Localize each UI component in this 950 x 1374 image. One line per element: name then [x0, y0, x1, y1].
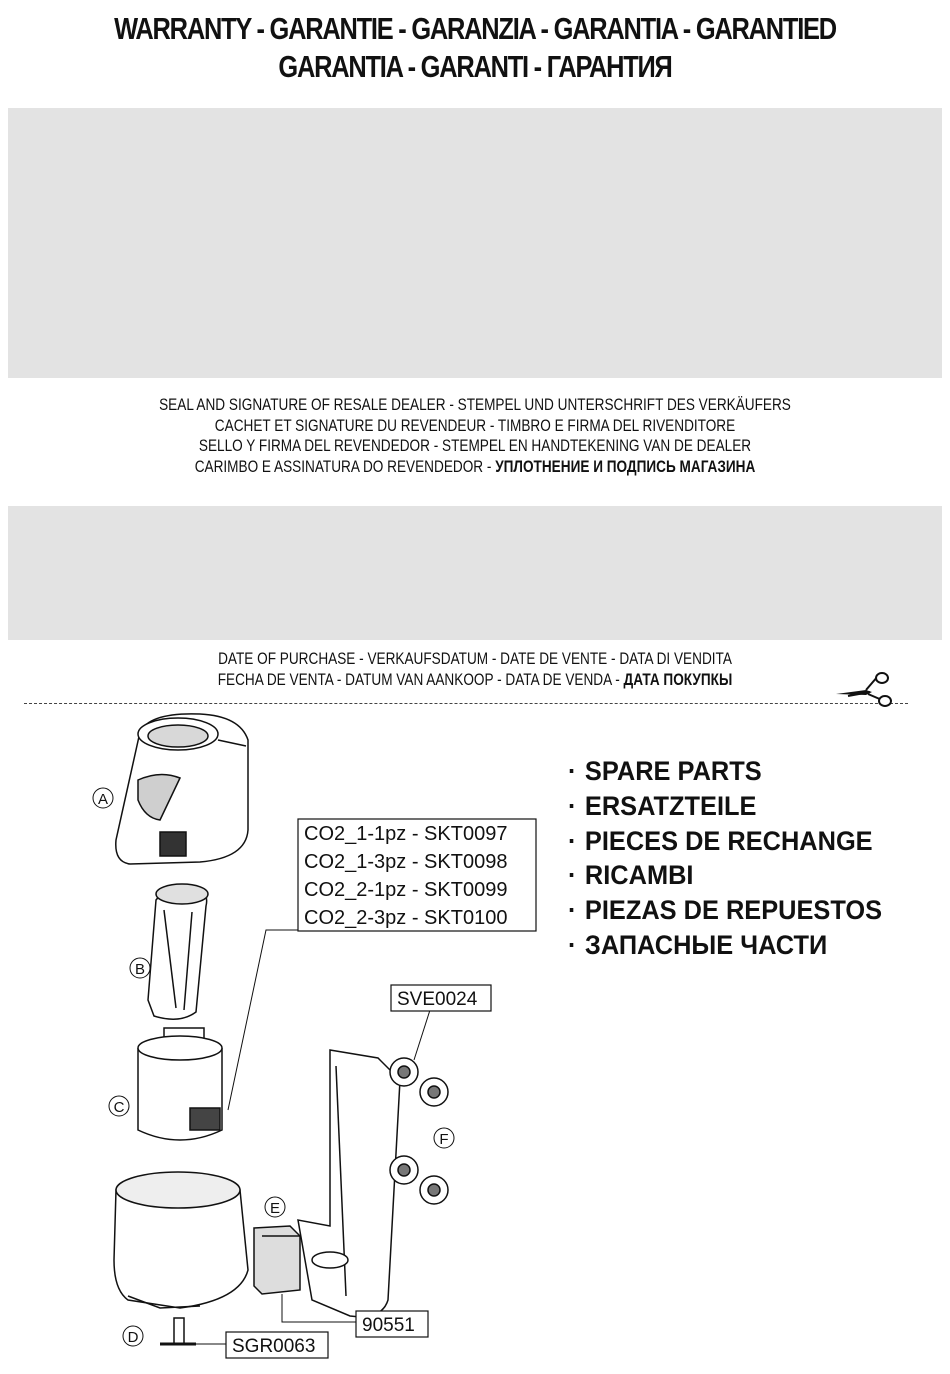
- spare-parts-item-label: PIECES DE RECHANGE: [584, 825, 873, 856]
- bullet: ·: [568, 790, 577, 821]
- code-line: CO2_2-3pz - SKT0100: [304, 907, 508, 929]
- title-line-1: WARRANTY - GARANTIE - GARANZIA - GARANTIA - GARANTIED: [114, 11, 836, 46]
- spare-parts-item-label: SPARE PARTS: [584, 756, 762, 786]
- code-line: CO2_2-1pz - SKT0099: [304, 879, 508, 901]
- seal-caption-line-2: CACHET ET SIGNATURE DU REVENDEUR - TIMBRO E FIRMA DEL RIVENDITORE: [214, 415, 736, 435]
- part-e-block: [254, 1226, 300, 1294]
- code-sve: SVE0024: [397, 989, 478, 1010]
- warranty-title: [0, 10, 950, 86]
- code-sgr: SGR0063: [232, 1336, 316, 1357]
- seal-signature-box[interactable]: [8, 108, 942, 378]
- seal-caption: [0, 395, 950, 477]
- spare-parts-item-label: ЗАПАСНЫЕ ЧАСТИ: [584, 929, 828, 960]
- seal-caption-line-4: [95, 457, 855, 478]
- date-caption: [0, 649, 950, 690]
- code-sgr-box: [226, 1332, 328, 1358]
- code-line: CO2_1-1pz - SKT0097: [304, 823, 508, 845]
- date-caption-line-2-text: FECHA DE VENTA - DATUM VAN AANKOOP - DATA DE VENDA -: [217, 669, 624, 689]
- seal-caption-line-4-russian: УПЛОТНЕНИЕ И ПОДПИСЬ МАГАЗИНА: [495, 456, 756, 476]
- code-90551: 90551: [362, 1315, 415, 1336]
- title-line-2: [86, 48, 865, 86]
- bracket: [298, 1050, 400, 1317]
- cut-line: [24, 703, 908, 704]
- bullet: ·: [568, 825, 577, 856]
- date-caption-line-2: [95, 670, 855, 691]
- part-label-f: F: [439, 1131, 449, 1148]
- seal-caption-line-1: SEAL AND SIGNATURE OF RESALE DEALER - STEMPEL UND UNTERSCHRIFT DES VERKÄUFERS: [159, 395, 791, 414]
- scissors-icon: [836, 670, 892, 710]
- seal-caption-line-4-text: CARIMBO E ASSINATURA DO REVENDEDOR -: [194, 456, 496, 476]
- seal-caption-line-3: SELLO Y FIRMA DEL REVENDEDOR - STEMPEL EN HANDTEKENING VAN DE DEALER: [198, 436, 752, 455]
- title-line-2-text: GARANTIA - GARANTI -: [278, 49, 547, 84]
- part-label-e: E: [269, 1200, 281, 1217]
- part-label-a: A: [97, 791, 109, 808]
- spare-parts-item-label: ERSATZTEILE: [584, 790, 757, 821]
- spare-parts-item-label: RICAMBI: [584, 860, 694, 891]
- skt-code-box: [298, 819, 536, 931]
- bullet: ·: [568, 756, 577, 786]
- date-caption-line-1: DATE OF PURCHASE - VERKAUFSDATUM - DATE DE VENTE - DATA DI VENDITA: [218, 649, 732, 668]
- part-label-c: C: [113, 1099, 125, 1116]
- code-90551-box: [356, 1311, 428, 1337]
- title-line-2-russian: ГАРАНТИЯ: [546, 49, 672, 84]
- spare-parts-item-label: PIEZAS DE REPUESTOS: [584, 895, 883, 926]
- bullet: ·: [568, 895, 577, 926]
- bullet: ·: [568, 860, 577, 891]
- code-sve-box: [391, 985, 491, 1011]
- part-b-cartridge: [148, 884, 208, 1019]
- part-c-cylinder: [138, 1028, 222, 1140]
- code-line: CO2_1-3pz - SKT0098: [304, 851, 508, 873]
- part-label-d: D: [127, 1329, 139, 1346]
- part-label-b: B: [134, 961, 146, 978]
- part-d-base: [114, 1172, 248, 1344]
- purchase-date-box[interactable]: [8, 506, 942, 640]
- bullet: ·: [568, 929, 577, 960]
- exploded-parts-diagram: [0, 706, 950, 1374]
- date-caption-line-2-russian: ДАТА ПОКУПКЫ: [623, 669, 733, 689]
- part-a-cap: [116, 714, 248, 864]
